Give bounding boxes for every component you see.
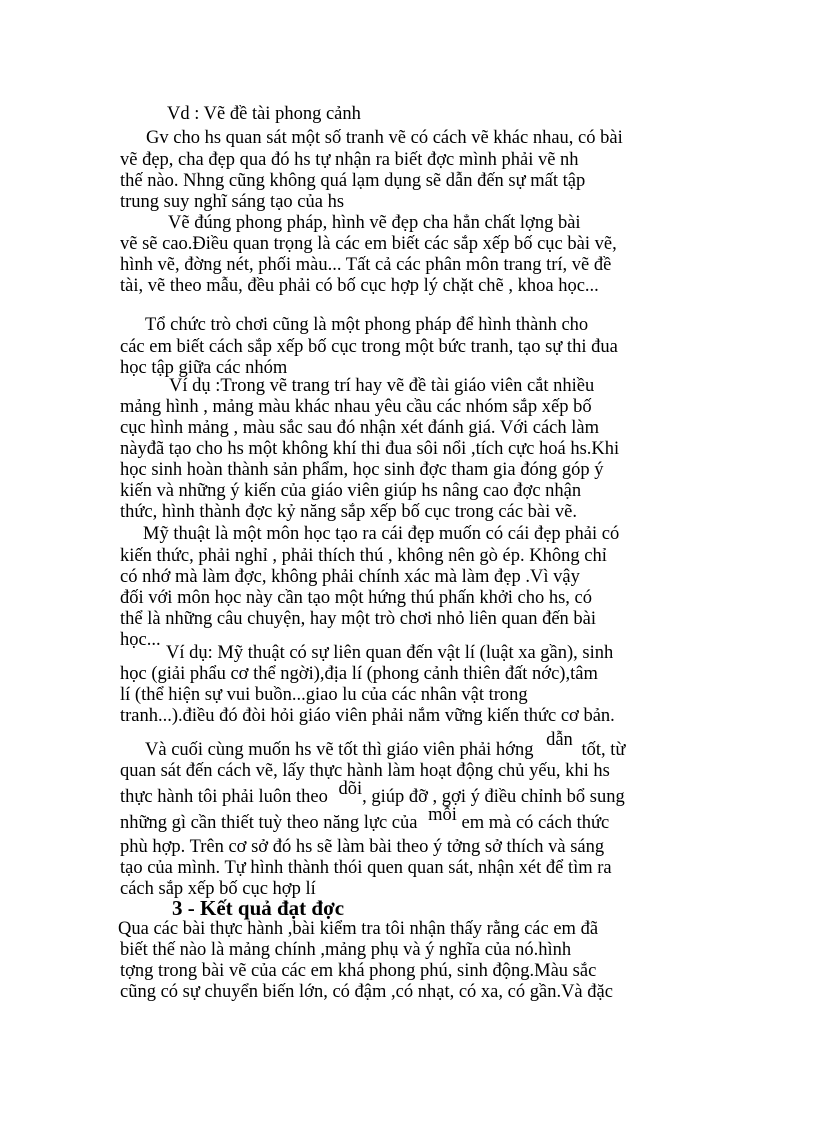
paragraph-line <box>120 805 610 834</box>
superscript-word: dõi <box>338 779 363 799</box>
paragraph-line: học sinh hoàn thành sản phẩm, học sinh đợc tham gia đóng góp ý <box>120 460 604 480</box>
paragraph-line: Tổ chức trò chơi cũng là một phong pháp để hình thành cho <box>145 315 589 335</box>
line-text: em mà có cách thức <box>461 813 610 833</box>
paragraph-line: trung suy nghĩ sáng tạo của hs <box>120 192 345 212</box>
paragraph-line <box>120 779 625 808</box>
paragraph-line: học (giải phẩu cơ thể ngời),địa lí (phong cảnh thiên đất nớc),tâm <box>120 664 598 684</box>
paragraph-line: nàyđã tạo cho hs một không khí thi đua sôi nổi ,tích cực hoá hs.Khi <box>120 439 620 459</box>
line-text: tốt, từ <box>581 740 626 760</box>
line-text: Và cuối cùng muốn hs vẽ tốt thì giáo viên phải hớng <box>145 740 534 760</box>
paragraph-line: kiến và những ý kiến của giáo viên giúp hs nâng cao đợc nhận <box>120 481 582 501</box>
paragraph-line: kiến thức, phải nghỉ , phải thích thú , không nên gò ép. Không chỉ <box>120 546 607 566</box>
line-text: , giúp đỡ , gợi ý điều chỉnh bổ sung <box>362 787 625 807</box>
paragraph-line: Ví dụ :Trong vẽ trang trí hay vẽ đề tài giáo viên cắt nhiều <box>169 376 595 396</box>
paragraph-line: cũng có sự chuyển biến lớn, có đậm ,có nhạt, có xa, có gần.Và đặc <box>120 982 613 1002</box>
paragraph-line: tranh...).điều đó đòi hỏi giáo viên phải nắm vững kiến thức cơ bản. <box>120 706 615 726</box>
paragraph-line: tợng trong bài vẽ của các em khá phong phú, sinh động.Màu sắc <box>120 961 597 981</box>
paragraph-line: thức, hình thành đợc kỷ năng sắp xếp bố cục trong các bài vẽ. <box>120 502 577 522</box>
paragraph-line: vẽ đẹp, cha đẹp qua đó hs tự nhận ra biết đợc mình phải vẽ nh <box>120 150 579 170</box>
paragraph-line: cục hình mảng , màu sắc sau đó nhận xét đánh giá. Với cách làm <box>120 418 599 438</box>
paragraph-line: học tập giữa các nhóm <box>120 358 288 378</box>
superscript-word: dẫn <box>546 730 573 750</box>
paragraph-line: Vẽ đúng phong pháp, hình vẽ đẹp cha hẳn chất lợng bài <box>168 213 581 233</box>
paragraph-line: quan sát đến cách vẽ, lấy thực hành làm hoạt động chủ yếu, khi hs <box>120 761 610 781</box>
paragraph-line <box>145 730 626 761</box>
paragraph-line: phù hợp. Trên cơ sở đó hs sẽ làm bài theo ý tởng sở thích và sáng <box>120 837 605 857</box>
paragraph-line: vẽ sẽ cao.Điều quan trọng là các em biết các sắp xếp bố cục bài vẽ, <box>120 234 617 254</box>
paragraph-line: Qua các bài thực hành ,bài kiểm tra tôi nhận thấy rằng các em đã <box>118 919 599 939</box>
paragraph-line: các em biết cách sắp xếp bố cục trong một bức tranh, tạo sự thi đua <box>120 337 618 357</box>
paragraph-line: lí (thể hiện sự vui buồn...giao lu của các nhân vật trong <box>120 685 528 705</box>
paragraph-line: cách sắp xếp bố cục hợp lí <box>120 879 316 899</box>
paragraph-line: Ví dụ: Mỹ thuật có sự liên quan đến vật lí (luật xa gần), sinh <box>166 643 614 663</box>
paragraph-line: thế nào. Nhng cũng không quá lạm dụng sẽ dẫn đến sự mất tập <box>120 171 586 191</box>
line-text: những gì cần thiết tuỳ theo năng lực của <box>120 813 418 833</box>
section-heading: 3 - Kết quả đạt đợc <box>172 896 345 920</box>
paragraph-line: tài, vẽ theo mẫu, đều phải có bố cục hợp lý chặt chẽ , khoa học... <box>120 276 599 296</box>
paragraph-line: biết thế nào là mảng chính ,mảng phụ và ý nghĩa của nó.hình <box>120 940 572 960</box>
paragraph-line: tạo của mình. Tự hình thành thói quen quan sát, nhận xét để tìm ra <box>120 858 612 878</box>
superscript-word: mỗi <box>428 805 457 825</box>
paragraph-line: học... <box>120 630 161 650</box>
paragraph-line: thể là những câu chuyện, hay một trò chơi nhỏ liên quan đến bài <box>120 609 597 629</box>
paragraph-line: Mỹ thuật là một môn học tạo ra cái đẹp muốn có cái đẹp phải có <box>143 524 620 544</box>
line-text: thực hành tôi phải luôn theo <box>120 787 328 807</box>
paragraph-line: có nhớ mà làm đợc, không phải chính xác mà làm đẹp .Vì vậy <box>120 567 580 587</box>
example-title: Vd : Vẽ đề tài phong cảnh <box>167 104 361 124</box>
paragraph-line: Gv cho hs quan sát một số tranh vẽ có cách vẽ khác nhau, có bài <box>146 128 623 148</box>
paragraph-line: mảng hình , mảng màu khác nhau yêu cầu các nhóm sắp xếp bố <box>120 397 592 417</box>
paragraph-line: đối với môn học này cần tạo một hứng thú phấn khởi cho hs, có <box>120 588 592 608</box>
paragraph-line: hình vẽ, đờng nét, phối màu... Tất cả các phân môn trang trí, vẽ đề <box>120 255 612 275</box>
